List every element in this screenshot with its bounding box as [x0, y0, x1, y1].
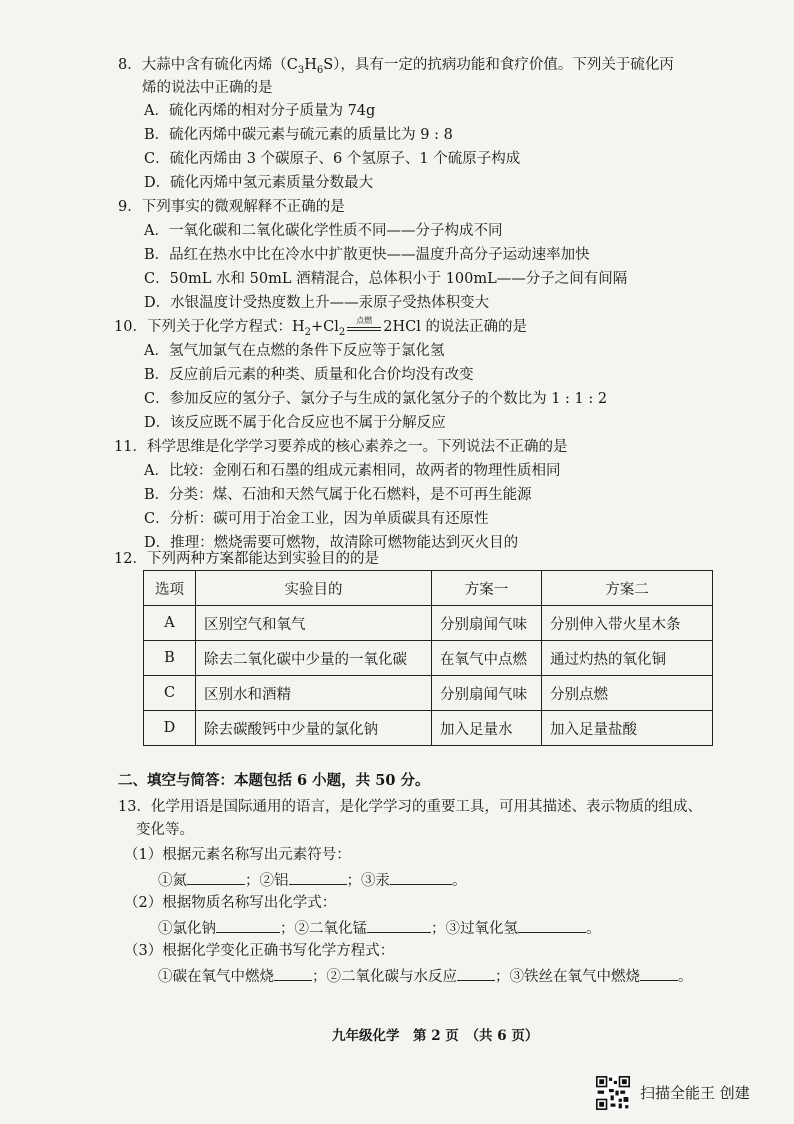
table-row — [144, 641, 713, 676]
table-row — [144, 606, 713, 641]
table-cell: 在氧气中点燃 — [432, 641, 542, 676]
table-cell: 区别水和酒精 — [196, 676, 432, 711]
q12-stem: 12．下列两种方案都能达到实验目的的是 — [114, 551, 379, 567]
q8-option-b: B．硫化丙烯中碳元素与硫元素的质量比为 9 : 8 — [144, 127, 453, 143]
q8-option-a: A．硫化丙烯的相对分子质量为 74g — [144, 103, 376, 119]
q11-option-a: A．比较：金刚石和石墨的组成元素相同，故两者的物理性质相同 — [144, 463, 561, 479]
table-cell: 加入足量水 — [432, 711, 542, 746]
q13-part3-blanks: ①碳在氧气中燃烧 ；②二氧化碳与水反应 ；③铁丝在氧气中燃烧 。 — [158, 964, 693, 988]
q12-options-table — [143, 570, 713, 746]
table-cell: 分别伸入带火星木条 — [542, 606, 713, 641]
answer-blank[interactable] — [640, 964, 678, 981]
q8-stem-line1: 8．大蒜中含有硫化丙烯$(C_3H_6S)$，具有一定的抗病功能和食疗价值。下列关于硫化丙 — [118, 57, 674, 76]
page-footer: 九年级化学 第 2 页 （共 6 页） — [332, 1028, 539, 1044]
answer-blank[interactable] — [367, 916, 431, 933]
table-header-cell: 实验目的 — [196, 571, 432, 606]
reaction-condition: 点燃 — [356, 316, 373, 325]
q9-option-c: C．50mL 水和 50mL 酒精混合，总体积小于 100mL——分子之间有间隔 — [144, 271, 628, 287]
table-cell: 分别扇闻气味 — [432, 676, 542, 711]
q8-stem-line2: 烯的说法中正确的是 — [142, 80, 273, 96]
q10-option-c: C．参加反应的氢分子、氯分子与生成的氯化氢分子的个数比为 1 : 1 : 2 — [144, 391, 608, 407]
q10-option-b: B．反应前后元素的种类、质量和化合价均没有改变 — [144, 367, 474, 383]
table-header-row — [144, 571, 713, 606]
scanner-watermark: 扫描全能王 创建 — [640, 1084, 750, 1102]
table-cell: C — [144, 676, 196, 711]
table-cell: 分别扇闻气味 — [432, 606, 542, 641]
q9-option-d: D．水银温度计受热度数上升——汞原子受热体积变大 — [144, 295, 490, 311]
q9-option-b: B．品红在热水中比在冷水中扩散更快——温度升高分子运动速率加快 — [144, 247, 590, 263]
table-header-cell: 方案一 — [432, 571, 542, 606]
q11-option-c: C．分析：碳可用于冶金工业，因为单质碳具有还原性 — [144, 511, 489, 527]
q9-option-a: A．一氧化碳和二氧化碳化学性质不同——分子构成不同 — [144, 223, 503, 239]
table-header-cell: 选项 — [144, 571, 196, 606]
q8-option-d: D．硫化丙烯中氢元素质量分数最大 — [144, 175, 374, 191]
q13-stem-line1: 13．化学用语是国际通用的语言，是化学学习的重要工具，可用其描述、表示物质的组成、 — [118, 799, 702, 815]
q11-option-d: D．推理：燃烧需要可燃物，故清除可燃物能达到灭火目的 — [144, 535, 519, 551]
q13-stem-line2: 变化等。 — [136, 822, 194, 838]
table-cell: 加入足量盐酸 — [542, 711, 713, 746]
q11-stem: 11．科学思维是化学学习要养成的核心素养之一。下列说法不正确的是 — [114, 439, 568, 455]
answer-blank[interactable] — [289, 868, 347, 885]
table-row — [144, 711, 713, 746]
table-cell: B — [144, 641, 196, 676]
q13-part1-blanks: ①氮 ；②铝 ；③汞 。 — [158, 868, 467, 892]
section-2-heading: 二、填空与简答：本题包括 6 小题，共 50 分。 — [118, 772, 430, 789]
q9-stem: 9．下列事实的微观解释不正确的是 — [118, 199, 345, 215]
table-cell: 除去二氧化碳中少量的一氧化碳 — [196, 641, 432, 676]
q13-part3-label: （3）根据化学变化正确书写化学方程式： — [124, 943, 395, 959]
q10-option-a: A．氢气加氯气在点燃的条件下反应等于氯化氢 — [144, 343, 445, 359]
table-cell: D — [144, 711, 196, 746]
table-header-cell: 方案二 — [542, 571, 713, 606]
table-row — [144, 676, 713, 711]
table-cell: 分别点燃 — [542, 676, 713, 711]
q10-option-d: D．该反应既不属于化合反应也不属于分解反应 — [144, 415, 446, 431]
answer-blank[interactable] — [216, 916, 280, 933]
q8-option-c: C．硫化丙烯由 3 个碳原子、6 个氢原子、1 个硫原子构成 — [144, 151, 521, 167]
answer-blank[interactable] — [274, 964, 312, 981]
q11-option-b: B．分类：煤、石油和天然气属于化石燃料，是不可再生能源 — [144, 487, 532, 503]
answer-blank[interactable] — [457, 964, 495, 981]
answer-blank[interactable] — [390, 868, 452, 885]
q10-stem: 10．下列关于化学方程式：$H_2+Cl_2$ 点燃 2HCl 的说法正确的是 — [114, 316, 527, 338]
table-cell: 区别空气和氧气 — [196, 606, 432, 641]
q13-part2-label: （2）根据物质名称写出化学式： — [124, 895, 337, 911]
answer-blank[interactable] — [187, 868, 245, 885]
q13-part2-blanks: ①氯化钠 ；②二氧化锰 ；③过氧化氢 。 — [158, 916, 601, 940]
table-cell: 通过灼热的氧化铜 — [542, 641, 713, 676]
table-cell: 除去碳酸钙中少量的氯化钠 — [196, 711, 432, 746]
table-cell: A — [144, 606, 196, 641]
qr-code-icon — [596, 1076, 630, 1110]
reaction-arrow — [347, 316, 381, 335]
q13-part1-label: （1）根据元素名称写出元素符号： — [124, 847, 351, 863]
answer-blank[interactable] — [518, 916, 586, 933]
